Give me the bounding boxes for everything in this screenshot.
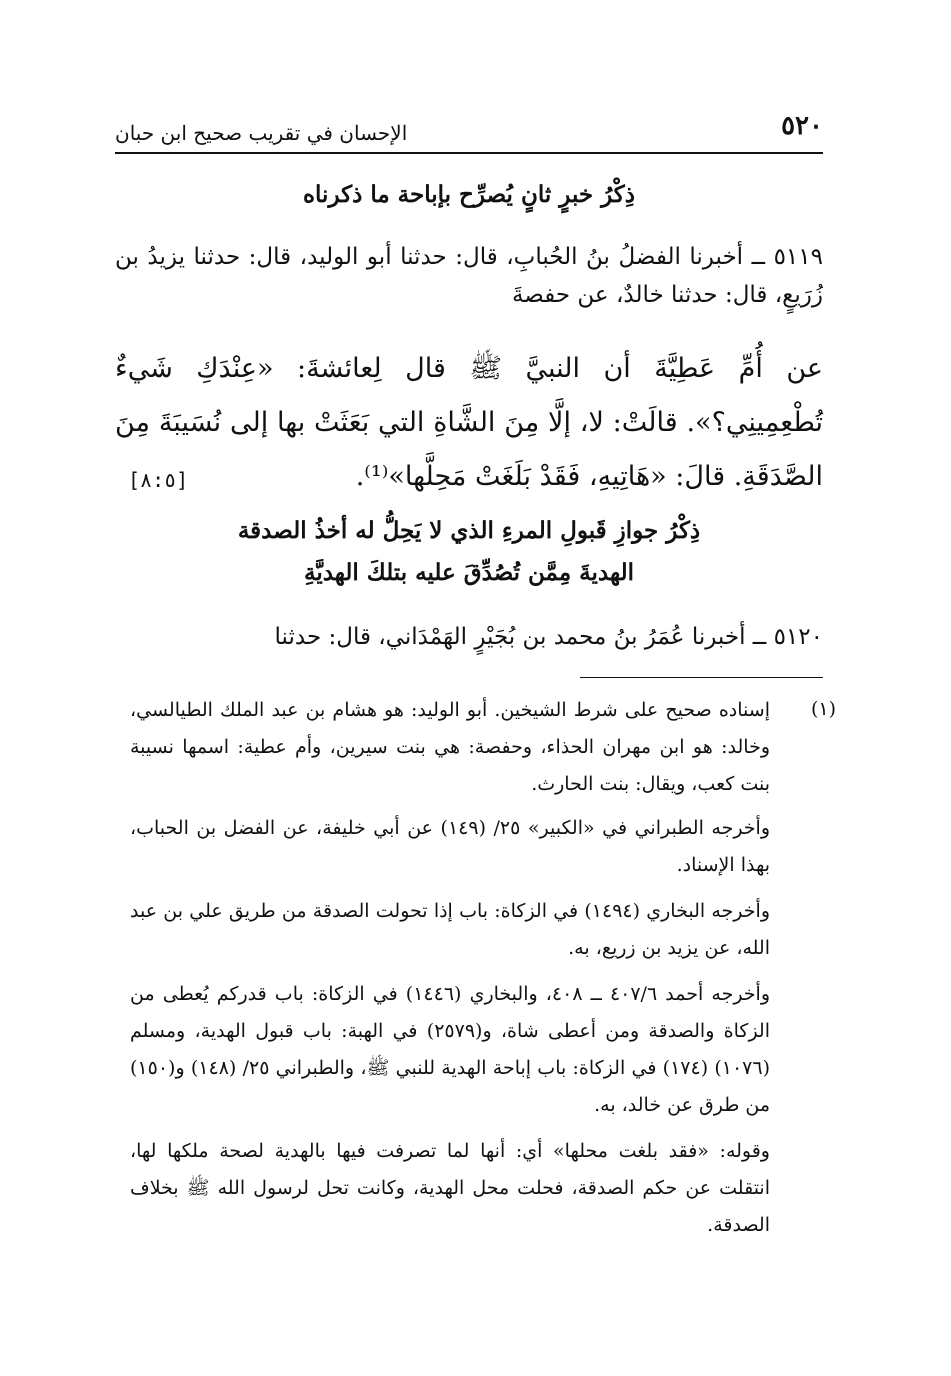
- footnote-divider: [580, 677, 823, 678]
- footnote-paragraph-2: وأخرجه الطبراني في «الكبير» ٢٥/ (١٤٩) عن أبي خليفة، عن الفضل بن الحباب، بهذا الإسناد.: [130, 817, 771, 876]
- footnote-number: (١): [810, 698, 836, 720]
- footnote-paragraph-3: وأخرجه البخاري (١٤٩٤) في الزكاة: باب إذا تحولت الصدقة من طريق علي بن عبد الله، عن يزيد بن زريع، به.: [130, 900, 770, 959]
- footnote-paragraph-1: إسناده صحيح على شرط الشيخين. أبو الوليد: هو هشام بن عبد الملك الطيالسي، وخالد: هو ابن مهران الحذاء، وحفصة: هي بنت سيرين، وأم عطية: اسمها نسيبة بنت كعب، ويقال: بنت الحارث.: [130, 699, 770, 795]
- chapter-heading: ذِكْرُ خبرٍ ثانٍ يُصرِّح بإباحة ما ذكرناه: [303, 181, 635, 208]
- page-number: ٥٢٠: [781, 111, 823, 141]
- footnote-paragraph-5: وقوله: «فقد بلغت محلها» أي: أنها لما تصرفت فيها بالهدية لصحة ملكها لها، انتقلت عن حكم الصدقة، فحلت محل الهدية، وكانت تحل لرسول الله ﷺ بخلاف الصدقة.: [130, 1140, 770, 1236]
- hadith-5119-isnad: ٥١١٩ ــ أخبرنا الفضلُ بنُ الحُبابِ، قال: حدثنا أبو الوليد، قال: حدثنا يزيدُ بن زُرَيعٍ، قال: حدثنا خالدٌ، عن حفصةَ: [115, 244, 823, 308]
- footnote-paragraph-4: وأخرجه أحمد ٤٠٧/٦ ــ ٤٠٨، والبخاري (١٤٤٦) في الزكاة: باب قدركم يُعطى من الزكاة والصدقة ومن أعطى شاة، و(٢٥٧٩) في الهبة: باب قبول الهدية، ومسلم (١٠٧٦) (١٧٤) في الزكاة: باب إباحة الهدية للنبي ﷺ، والطبراني ٢٥/ (١٤٨) و(١٥٠) من طرق عن خالد، به.: [130, 983, 771, 1116]
- page-header: [115, 108, 823, 154]
- hadith-reference: [٨:٥]: [128, 468, 189, 492]
- hadith-5119-matn: عن أُمِّ عَطِيَّةَ أن النبيَّ ﷺ قال لِعائشةَ: «عِنْدَكِ شَيءٌ تُطْعِمِينِي؟». قالَتْ: لا، إلَّا مِنَ الشَّاةِ التي بَعَثَتْ بها إلى نُسَيبَةَ مِنَ الصَّدَقَةِ. قالَ: «هَاتِيهِ، فَقَدْ بَلَغَتْ مَحِلَّها»⁽¹⁾.: [115, 353, 823, 492]
- hadith-5120-isnad: ٥١٢٠ ــ أخبرنا عُمَرُ بنُ محمد بن بُجَيْرٍ الهَمْدَاني، قال: حدثنا: [274, 624, 823, 650]
- chapter-heading-2-line2: الهديةَ مِمَّن تُصُدِّقَ عليه بتلكَ الهديَّةِ: [304, 559, 634, 586]
- running-title: الإحسان في تقريب صحيح ابن حبان: [115, 121, 408, 145]
- chapter-heading-2-line1: ذِكْرُ جوازِ قَبولِ المرءِ الذي لا يَحِلُّ له أخذُ الصدقة: [237, 517, 701, 544]
